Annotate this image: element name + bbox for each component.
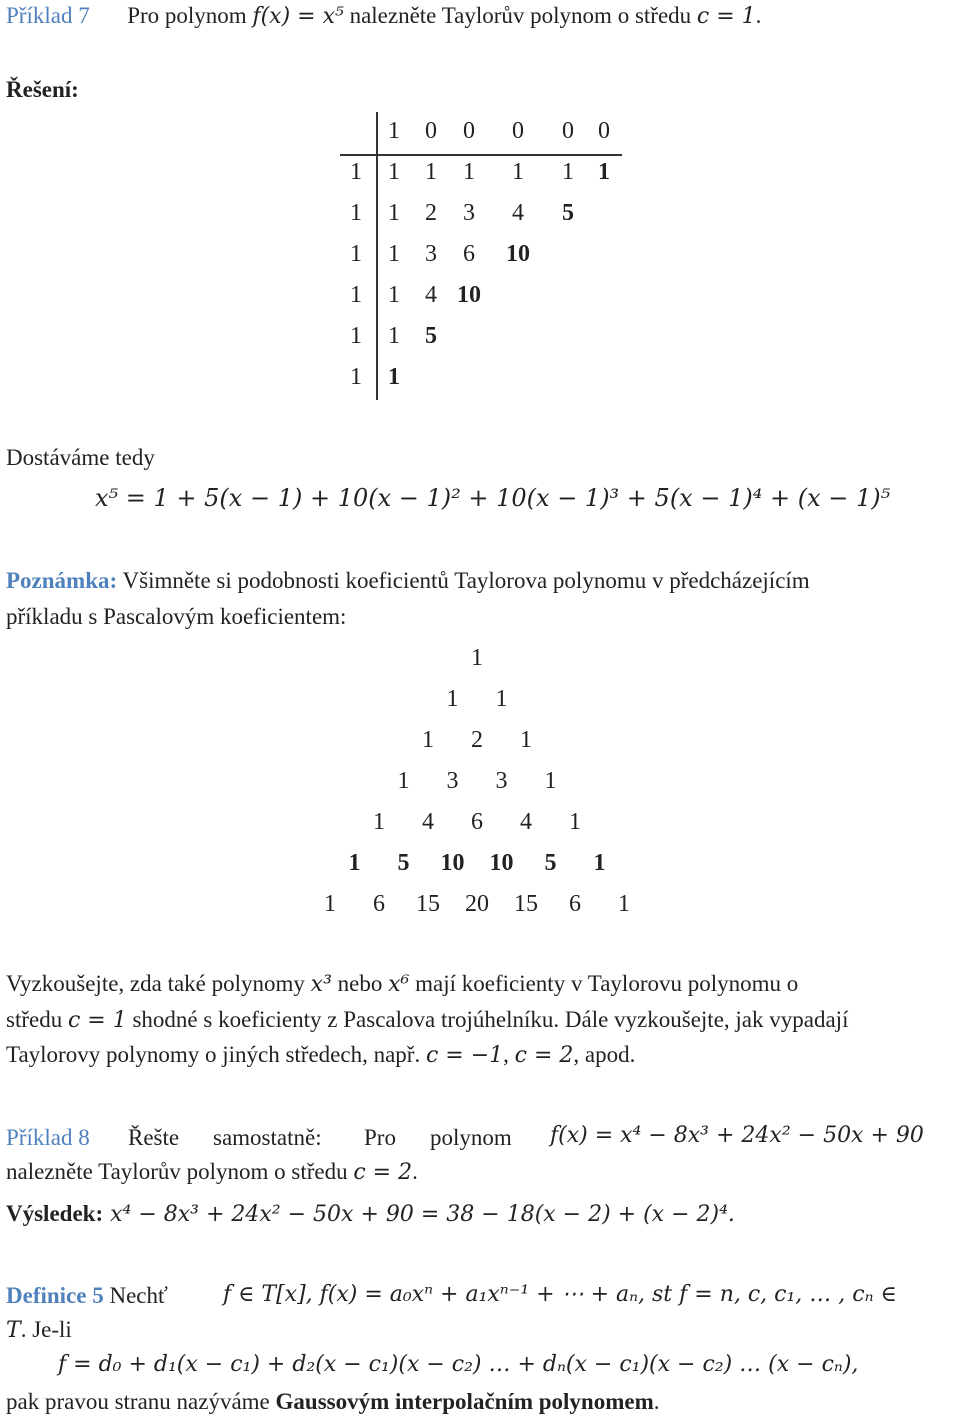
definition-5-line-2 [6,1316,72,1345]
period: . [653,1389,660,1414]
pascal-number: 5 [397,850,410,876]
try-line-3 [6,1041,635,1070]
horner-center: 1 [350,282,362,308]
pascal-number: 15 [514,891,538,917]
horner-center: 1 [350,159,362,185]
try-text: , apod. [573,1042,636,1067]
horner-value: 10 [457,282,481,308]
pascal-number: 1 [397,768,410,794]
result-intro: Dostáváme tedy [6,445,155,470]
definition-text: . Je-li [20,1317,72,1342]
pascal-number: 4 [422,809,434,835]
horner-divider [376,112,378,400]
pascal-number: 1 [348,850,361,876]
horner-value: 3 [463,200,475,226]
note-text: Všimněte si podobnosti koeficientů Taylorova polynomu v předcházejícím [117,568,810,593]
definition-text: pak pravou stranu nazýváme [6,1389,276,1414]
horner-value: 4 [425,282,437,308]
horner-value: 4 [512,200,524,226]
pascal-number: 3 [495,768,508,794]
pascal-number: 20 [465,891,489,917]
pascal-number: 2 [471,727,483,753]
ex8-function-formula: f(x) = x⁴ − 8x³ + 24x² − 50x + 90 [550,1123,924,1148]
definition-formula: f = d₀ + d₁(x − c₁) + d₂(x − c₁)(x − c₂) … + dₙ(x − c₁)(x − c₂) … (x − cₙ), [58,1352,859,1377]
pascal-number: 1 [520,727,532,753]
horner-coefficient: 1 [388,118,400,144]
try-text: Vyzkoušejte, zda také polynomy [6,971,311,996]
horner-center: 1 [350,364,362,390]
period: . [755,3,762,28]
horner-value: 6 [463,241,475,267]
horner-coefficient: 0 [598,118,610,144]
pascal-number: 1 [495,686,508,712]
definition-label: Definice 5 [6,1283,104,1308]
ex8-result [6,1200,735,1229]
horner-coefficient: 0 [512,118,524,144]
ex8-line-2 [6,1158,418,1187]
ex8-word: Pro [364,1125,396,1150]
pascal-number: 10 [440,850,465,876]
horner-value: 1 [388,364,400,390]
definition-math-1: f ∈ T[x], f(x) = a₀xⁿ + a₁xⁿ⁻¹ + ⋯ + aₙ, st f = n, c, c₁, … , cₙ ∈ [223,1282,897,1307]
horner-value: 1 [388,323,400,349]
polynomial-x6: x⁶ [388,972,410,997]
horner-value: 1 [388,241,400,267]
pascal-number: 10 [489,850,514,876]
ex8-word: samostatně: [213,1125,322,1150]
horner-coefficient: 0 [425,118,437,144]
pascal-number: 1 [471,645,483,671]
horner-value: 5 [425,323,437,349]
try-line-1 [6,970,956,999]
horner-value: 10 [506,241,530,267]
definition-text: Nechť [103,1283,168,1308]
try-text: Taylorovy polynomy o jiných středech, např. [6,1042,426,1067]
period: . [412,1159,418,1184]
example-8-label: Příklad 8 [6,1125,90,1150]
function-formula: f(x) = x⁵ [252,4,344,29]
pascal-number: 1 [324,891,336,917]
pascal-number: 6 [569,891,581,917]
example-text: Pro polynom [127,3,253,28]
note-label: Poznámka: [6,568,118,593]
center-value: c = 1 [696,4,756,29]
center-value: c = −1 [425,1043,504,1068]
polynomial-x3: x³ [310,972,332,997]
horner-center: 1 [350,323,362,349]
example-label: Příklad 7 [6,3,90,28]
horner-value: 2 [425,200,437,226]
definition-5-line-4 [6,1388,660,1416]
pascal-number: 6 [471,809,483,835]
try-text: shodné s koeficienty z Pascalova trojúhelníku. Dále vyzkoušejte, jak vypadají [126,1007,849,1032]
pascal-number: 1 [593,850,606,876]
horner-value: 1 [388,282,400,308]
pascal-number: 1 [544,768,557,794]
pascal-number: 6 [373,891,385,917]
ex8-result-formula: x⁴ − 8x³ + 24x² − 50x + 90 = 38 − 18(x − 2) + (x − 2)⁴. [103,1202,735,1227]
pascal-number: 1 [422,727,434,753]
definition-term: Gaussovým interpolačním polynomem [275,1389,654,1414]
pascal-number: 1 [569,809,581,835]
try-text: mají koeficienty v Taylorovu polynomu o [409,971,799,996]
note-line-2: příkladu s Pascalovým koeficientem: [6,604,347,629]
horner-value: 1 [463,159,475,185]
result-label: Výsledek: [6,1201,104,1226]
horner-divider [340,154,622,156]
try-line-2 [6,1006,848,1035]
example-text: nalezněte Taylorův polynom o středu [343,3,697,28]
horner-coefficient: 0 [463,118,475,144]
try-text: nebo [331,971,389,996]
horner-value: 1 [562,159,574,185]
horner-value: 1 [512,159,524,185]
pascal-number: 1 [618,891,630,917]
result-formula: x⁵ = 1 + 5(x − 1) + 10(x − 1)² + 10(x − 1)³ + 5(x − 1)⁴ + (x − 1)⁵ [95,484,891,512]
pascal-number: 3 [446,768,459,794]
solution-label: Řešení: [6,77,79,102]
ex8-text: nalezněte Taylorův polynom o středu [6,1159,354,1184]
horner-value: 1 [388,159,400,185]
ex8-word: polynom [430,1125,512,1150]
separator: , [503,1042,515,1067]
pascal-number: 4 [520,809,532,835]
center-value: c = 2 [514,1043,574,1068]
try-text: středu [6,1007,68,1032]
horner-value: 1 [425,159,437,185]
horner-center: 1 [350,200,362,226]
field-symbol: T [6,1318,21,1343]
pascal-number: 1 [446,686,459,712]
horner-value: 1 [598,159,610,185]
example-7-heading [6,2,761,31]
center-value: c = 2 [353,1160,413,1185]
pascal-number: 1 [373,809,385,835]
horner-coefficient: 0 [562,118,574,144]
horner-value: 5 [562,200,574,226]
note-line-1 [6,567,810,595]
center-value: c = 1 [67,1008,127,1033]
definition-5-line-1 [6,1282,168,1310]
ex8-word: Řešte [128,1125,180,1150]
horner-center: 1 [350,241,362,267]
pascal-number: 5 [544,850,557,876]
horner-value: 1 [388,200,400,226]
pascal-number: 15 [416,891,440,917]
horner-value: 3 [425,241,437,267]
